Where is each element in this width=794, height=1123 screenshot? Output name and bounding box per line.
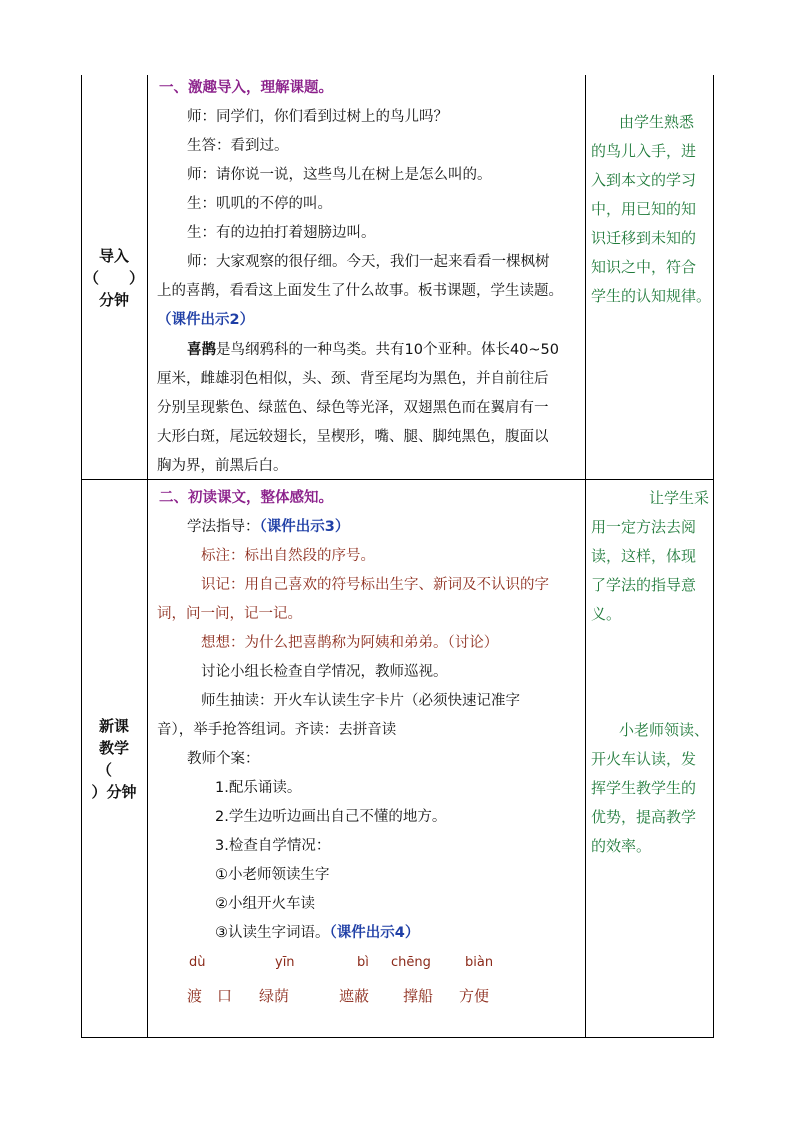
mark-instruction: 标注：标出自然段的序号。 <box>201 548 375 564</box>
dialogue-line: 师：请你说一说，这些鸟儿在树上是怎么叫的。 <box>187 167 492 183</box>
magpie-paragraph-line <box>187 340 619 360</box>
method-label: 学法指导： <box>187 519 260 535</box>
note-line: 开火车认读，发 <box>591 750 697 768</box>
courseware-3: （课件出示3） <box>259 519 350 535</box>
magpie-paragraph-line: 分别呈现紫色、绿蓝色、绿色等光泽，双翅黑色而在翼肩有一 <box>157 400 549 416</box>
remember-instruction: 词，问一问，记一记。 <box>157 606 302 622</box>
section1-label-line: （ ） <box>83 269 144 287</box>
substep-item: ②小组开火车读 <box>215 896 315 912</box>
word-chengchuan: 撑船 <box>403 987 434 1005</box>
note-line: 义。 <box>591 605 622 623</box>
courseware-2: （课件出示2） <box>157 312 255 328</box>
note-line: 用一定方法去阅 <box>591 518 697 536</box>
note-line: 让学生采 <box>649 489 710 507</box>
section1-label-line: 导入 <box>98 247 129 265</box>
section2-label-line: 新课 <box>98 717 129 735</box>
note-line: 中，用已知的知 <box>591 200 697 218</box>
step-item: 1.配乐诵读。 <box>215 780 302 796</box>
note-line: 识迁移到未知的 <box>591 229 697 247</box>
read-line: 音），举手抢答组词。齐读：去拼音读 <box>157 722 397 738</box>
table-divider-label <box>147 75 148 1038</box>
read-line: 师生抽读：开火车认读生字卡片（必须快速记准字 <box>201 693 520 709</box>
table-border-left <box>81 75 82 1038</box>
courseware-4: （课件出示4） <box>329 925 420 941</box>
lesson-plan-table <box>81 75 714 1038</box>
magpie-paragraph-line: 厘米，雌雄羽色相似，头、颈、背至尾均为黑色，并自前往后 <box>157 371 549 387</box>
pinyin-cheng: chēng <box>391 955 431 970</box>
pinyin-yin: yīn <box>275 955 295 970</box>
note-line: 知识之中，符合 <box>591 258 697 276</box>
note-line: 优势，提高教学 <box>591 808 697 826</box>
note-line: 的效率。 <box>591 837 652 855</box>
pinyin-bian: biàn <box>465 955 494 970</box>
dialogue-line: 师：大家观察的很仔细。今天，我们一起来看看一棵枫树 <box>187 254 550 270</box>
remember-instruction: 识记：用自己喜欢的符号标出生字、新词及不认识的字 <box>201 577 549 593</box>
word-zhebi: 遮蔽 <box>339 987 370 1005</box>
pinyin-du: dù <box>189 955 206 970</box>
word-fangbian: 方便 <box>459 987 490 1005</box>
think-instruction: 想想：为什么把喜鹊称为阿姨和弟弟。（讨论） <box>201 635 499 651</box>
word-lvyin: 绿荫 <box>259 987 290 1005</box>
step-item: 2.学生边听边画出自己不懂的地方。 <box>215 809 447 825</box>
table-row-divider <box>81 479 714 480</box>
section1-label-line: 分钟 <box>98 291 129 309</box>
section2-heading: 二、初读课文，整体感知。 <box>159 490 333 506</box>
section2-label-line: （ <box>97 761 113 779</box>
note-line: 的鸟儿入手，进 <box>591 142 697 160</box>
dialogue-line: 生：叽叽的不停的叫。 <box>187 196 332 212</box>
dialogue-line: 师：同学们，你们看到过树上的鸟儿吗？ <box>187 109 448 125</box>
note-line: 挥学生教学生的 <box>591 779 697 797</box>
note-line: 入到本文的学习 <box>591 171 697 189</box>
section1-heading: 一、激趣导入，理解课题。 <box>159 80 333 96</box>
substep-text: ③认读生字词语。 <box>215 925 330 941</box>
method-guide <box>187 517 619 537</box>
dialogue-line: 生：有的边拍打着翅膀边叫。 <box>187 225 376 241</box>
section2-label-line: ）分钟 <box>91 783 137 801</box>
substep-item: ①小老师领读生字 <box>215 867 330 883</box>
section2-label-line: 教学 <box>98 739 129 757</box>
note-line: 了学法的指导意 <box>591 576 697 594</box>
note-line: 读，这样，体现 <box>591 547 697 565</box>
discuss-line: 讨论小组长检查自学情况，教师巡视。 <box>201 664 448 680</box>
pinyin-bi: bì <box>357 955 369 970</box>
note-line: 学生的认知规律。 <box>591 287 712 305</box>
dialogue-line: 上的喜鹊，看看这上面发生了什么故事。板书课题，学生读题。 <box>157 283 563 299</box>
magpie-text: 是鸟纲鸦科的一种鸟类。共有10个亚种。体长40~50 <box>216 342 559 358</box>
magpie-term: 喜鹊 <box>187 342 216 358</box>
step-item: 3.检查自学情况： <box>215 838 331 854</box>
dialogue-line: 生答：看到过。 <box>187 138 289 154</box>
substep-item <box>215 923 647 943</box>
note-line: 由学生熟悉 <box>619 113 695 131</box>
teacher-case: 教师个案： <box>187 751 260 767</box>
magpie-paragraph-line: 胸为界，前黑后白。 <box>157 458 288 474</box>
section1-label <box>81 245 147 311</box>
note-line: 小老师领读、 <box>619 721 710 739</box>
magpie-paragraph-line: 大形白斑，尾远较翅长，呈楔形，嘴、腿、脚纯黑色，腹面以 <box>157 429 549 445</box>
word-dukou: 渡 口 <box>187 987 233 1005</box>
table-border-bottom <box>81 1037 714 1038</box>
section2-label <box>81 715 147 803</box>
